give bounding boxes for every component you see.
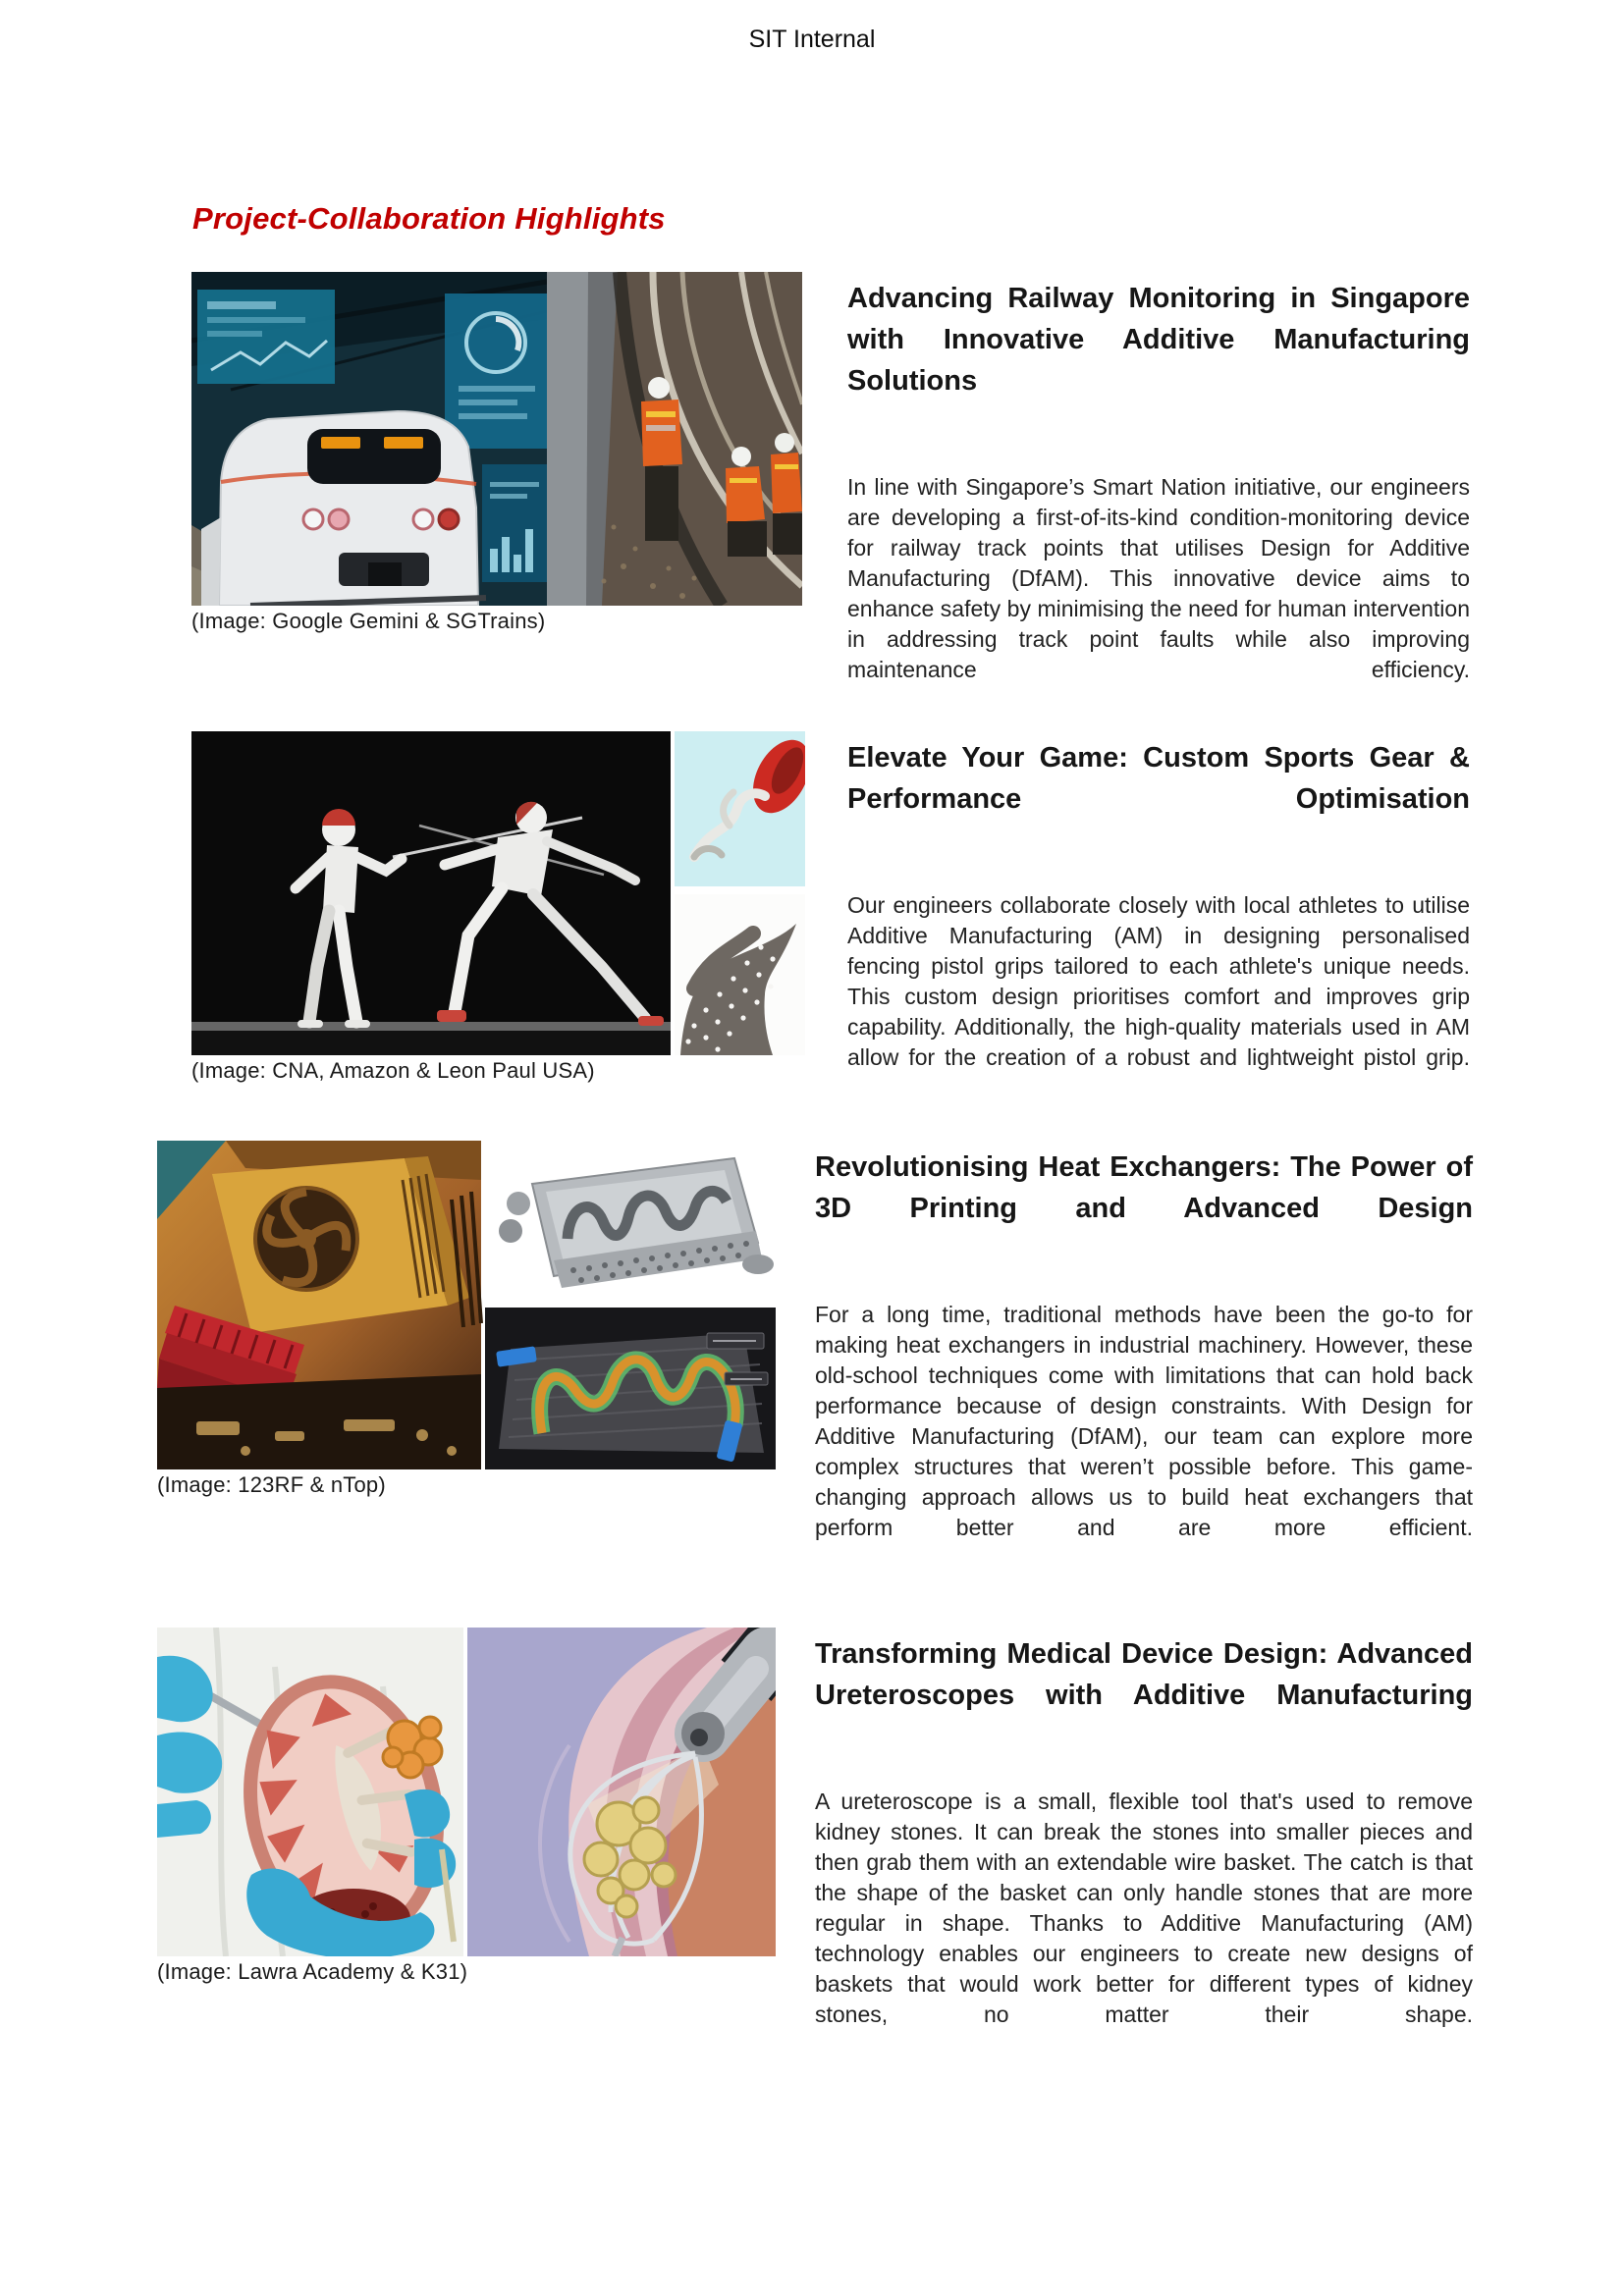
section-railway-text	[847, 278, 1470, 716]
ureteroscope-collage	[157, 1628, 776, 1985]
classification-header: SIT Internal	[748, 26, 876, 53]
railway-monitoring-collage	[191, 272, 802, 634]
section-body: Our engineers collaborate closely with local athletes to utilise Additive Manufacturing (AM) in designing personalised fencing pistol grips tailored to each athlete's unique needs. This custom design prioritises comfort and improves grip capability. Additionally, the high-quality materials used in AM allow for the creation of a robust and lightweight pistol grip.	[847, 892, 1470, 1070]
hud-panel-left	[197, 290, 335, 384]
pistol-grip-product	[675, 731, 805, 886]
printed-heat-exchanger-render	[485, 1141, 776, 1304]
page-title: Project-Collaboration Highlights	[192, 201, 666, 236]
heat-exchanger-collage	[157, 1141, 776, 1498]
ureteroscope-graphic	[157, 1628, 776, 1956]
lattice-grip-3d-print	[675, 894, 805, 1055]
image-caption-fencing: (Image: CNA, Amazon & Leon Paul USA)	[191, 1058, 595, 1083]
fencing-pistol-grip-collage	[191, 731, 805, 1084]
section-body: For a long time, traditional methods have been the go-to for making heat exchangers in industrial machinery. However, these old-school techniques come with limitations that can hold back performance because of design constraints. With Design for Additive Manufacturing (DfAM), our team can explore more complex structures that weren’t possible before. This game-changing approach allows us to build heat exchangers that perform better and are more efficient.	[815, 1302, 1473, 1540]
section-ureteroscope-text	[815, 1633, 1473, 2060]
image-caption-railway: (Image: Google Gemini & SGTrains)	[191, 609, 546, 633]
section-heading: Transforming Medical Device Design: Advanced Ureteroscopes with Additive Manufacturing	[815, 1638, 1473, 1711]
image-caption-ureteroscope: (Image: Lawra Academy & K31)	[157, 1959, 468, 1984]
section-heat-exchanger-text	[815, 1147, 1473, 1574]
section-heading: Revolutionising Heat Exchangers: The Power of 3D Printing and Advanced Design	[815, 1151, 1473, 1224]
section-heading: Advancing Railway Monitoring in Singapore with Innovative Additive Manufacturing Solutions	[847, 283, 1470, 397]
kidney-model-photo	[157, 1628, 468, 1956]
section-heading: Elevate Your Game: Custom Sports Gear & Performance Optimisation	[847, 742, 1470, 815]
cpu-heatsink-photo	[157, 1141, 481, 1469]
mrt-train	[201, 411, 478, 606]
ureteroscopy-illustration	[467, 1628, 776, 1956]
thermal-simulation-render	[485, 1308, 776, 1469]
section-body: A ureteroscope is a small, flexible tool that's used to remove kidney stones. It can break the stones into smaller pieces and then grab them with an extendable wire basket. The catch is that the shape of the basket can only handle stones that are more regular in shape. Thanks to Additive Manufacturing (AM) technology enables our engineers to create new designs of baskets that would work better for different types of kidney stones, no matter their shape.	[815, 1789, 1473, 2027]
section-fencing-text	[847, 737, 1470, 1103]
fencing-collage-graphic	[191, 731, 805, 1055]
heat-exchanger-graphic	[157, 1141, 776, 1469]
hud-panel-right	[445, 294, 547, 449]
image-caption-heat-exchanger: (Image: 123RF & nTop)	[157, 1472, 386, 1497]
trackside-workers-scene	[547, 272, 802, 606]
section-body: In line with Singapore’s Smart Nation initiative, our engineers are developing a first-of-its-kind condition-monitoring device for railway track points that utilises Design for Additive Manufacturing (DfAM). This innovative device aims to enhance safety by minimising the need for human intervention in addressing track point faults while also improving maintenance efficiency.	[847, 474, 1470, 682]
worker-figure	[641, 377, 682, 541]
hud-chart-panel	[482, 464, 547, 582]
railway-collage-graphic	[191, 272, 802, 606]
